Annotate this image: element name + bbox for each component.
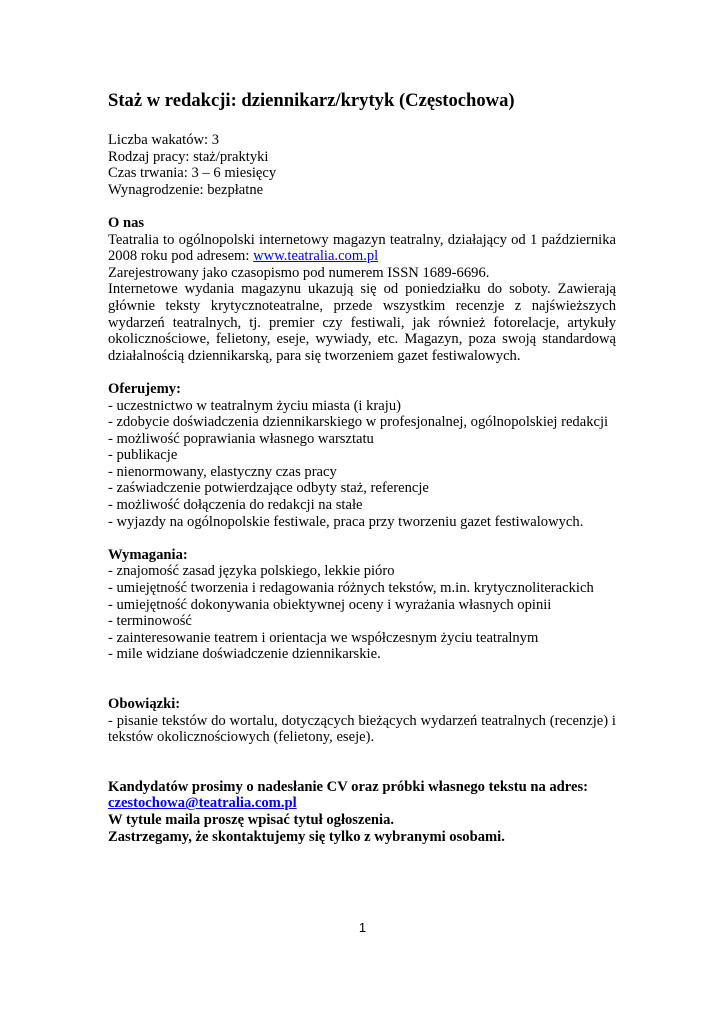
- list-item: - zdobycie doświadczenia dziennikarskiego w profesjonalnej, ogólnopolskiej redakcji: [108, 414, 609, 431]
- list-item: - możliwość poprawiania własnego warsztatu: [108, 430, 374, 447]
- duties-section: [108, 696, 616, 746]
- list-item: - możliwość dołączenia do redakcji na stałe: [108, 497, 363, 514]
- application-email-line: [108, 795, 616, 812]
- offer-list: [108, 398, 616, 531]
- application-line-2: W tytule maila proszę wpisać tytuł ogłoszenia.: [108, 811, 395, 828]
- offer-section: [108, 381, 616, 530]
- about-intro-text: Teatralia to ogólnopolski internetowy magazyn teatralny, działający od 1 października 2008 roku pod adresem:: [108, 231, 616, 265]
- list-item: - terminowość: [108, 613, 192, 630]
- application-line-1: Kandydatów prosimy o nadesłanie CV oraz próbki własnego tekstu na adres:: [108, 778, 589, 795]
- meta-salary: Wynagrodzenie: bezpłatne: [108, 181, 264, 198]
- list-item: - umiejętność tworzenia i redagowania różnych tekstów, m.in. krytycznoliterackich: [108, 580, 594, 597]
- meta-duration: Czas trwania: 3 – 6 miesięcy: [108, 165, 277, 182]
- application-section: [108, 779, 616, 845]
- duties-text: - pisanie tekstów do wortalu, dotyczących bieżących wydarzeń teatralnych (recenzje) i tekstów okolicznościowych (felietony, eseje).: [108, 712, 616, 746]
- job-meta: [108, 132, 616, 198]
- list-item: - umiejętność dokonywania obiektywnej oceny i wyrażania własnych opinii: [108, 596, 552, 613]
- website-link[interactable]: www.teatralia.com.pl: [253, 248, 379, 265]
- about-heading: O nas: [108, 214, 145, 231]
- list-item: - zaświadczenie potwierdzające odbyty staż, referencje: [108, 480, 429, 497]
- page-number: 1: [358, 920, 367, 935]
- list-item: - wyjazdy na ogólnopolskie festiwale, praca przy tworzeniu gazet festiwalowych.: [108, 513, 584, 530]
- document-body: [108, 90, 616, 845]
- about-description: Internetowe wydania magazynu ukazują się od poniedziałku do soboty. Zawierają głównie teksty krytycznoteatralne, przede wszystkim recenzje z najświeższych wydarzeń teatralnych, tj. premier czy festiwali, jak również fotorelacje, artykuły okolicznościowe, felietony, eseje, wywiady, etc. Magazyn, poza swoją standardową działalnością dziennikarską, para się tworzeniem gazet festiwalowych.: [108, 281, 616, 364]
- page-title: Staż w redakcji: dziennikarz/krytyk (Częstochowa): [108, 90, 515, 111]
- meta-vacancies: Liczba wakatów: 3: [108, 132, 220, 148]
- about-section: [108, 215, 616, 364]
- offer-heading: Oferujemy:: [108, 380, 181, 397]
- email-link[interactable]: czestochowa@teatralia.com.pl: [108, 795, 297, 812]
- list-item: - mile widziane doświadczenie dziennikarskie.: [108, 646, 381, 663]
- list-item: - nienormowany, elastyczny czas pracy: [108, 463, 337, 480]
- requirements-heading: Wymagania:: [108, 546, 188, 563]
- list-item: - znajomość zasad języka polskiego, lekkie pióro: [108, 563, 395, 580]
- about-registration: Zarejestrowany jako czasopismo pod numerem ISSN 1689-6696.: [108, 264, 490, 281]
- duties-heading: Obowiązki:: [108, 696, 181, 712]
- list-item: - uczestnictwo w teatralnym życiu miasta (i kraju): [108, 397, 401, 414]
- list-item: - zainteresowanie teatrem i orientacja we współczesnym życiu teatralnym: [108, 629, 539, 646]
- list-item: - publikacje: [108, 447, 178, 464]
- meta-work-type: Rodzaj pracy: staż/praktyki: [108, 148, 269, 165]
- application-line-3: Zastrzegamy, że skontaktujemy się tylko z wybranymi osobami.: [108, 828, 505, 845]
- requirements-section: [108, 547, 616, 663]
- about-intro: [108, 232, 616, 265]
- requirements-list: [108, 563, 616, 663]
